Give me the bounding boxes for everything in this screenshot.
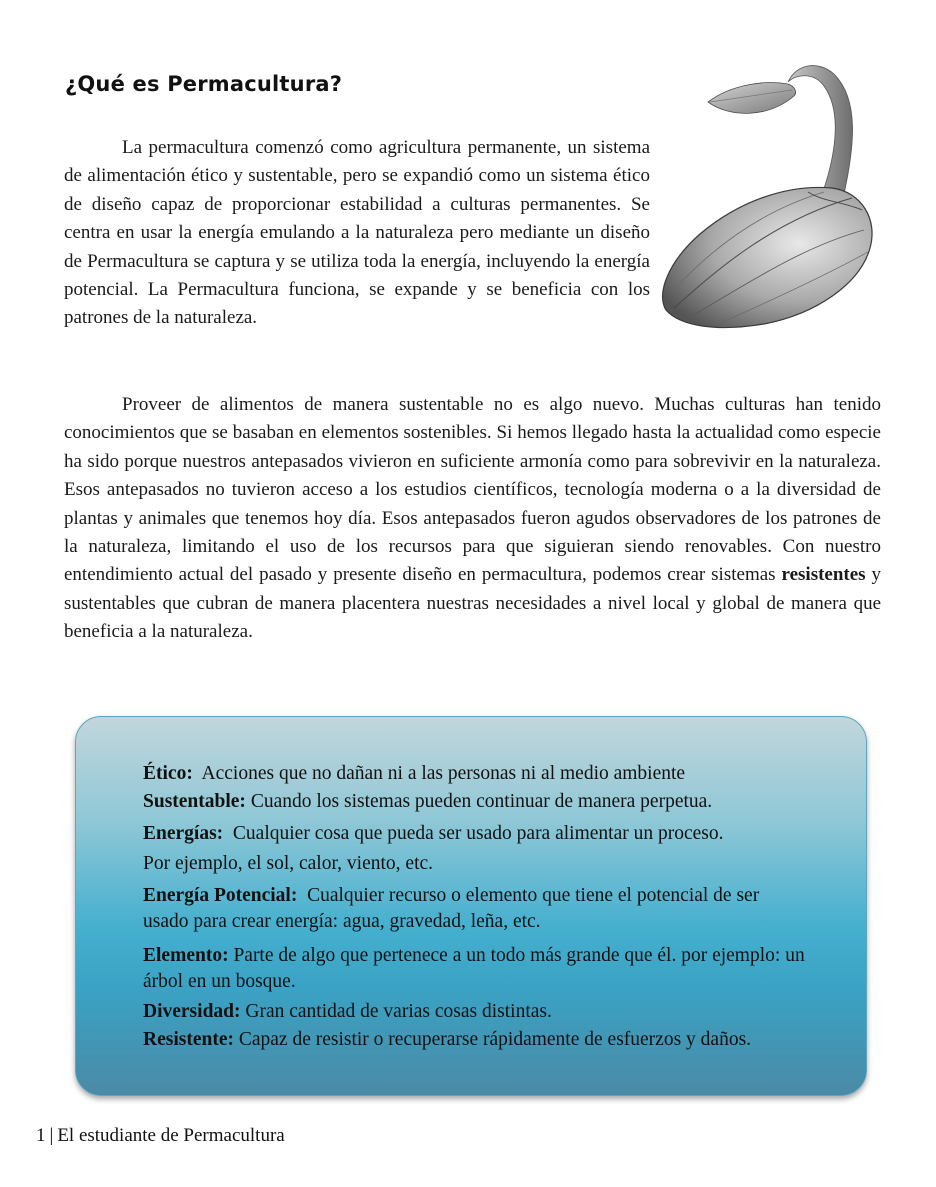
footer-text: El estudiante de Permacultura	[57, 1125, 285, 1146]
glossary-item-diversidad: Diversidad: Gran cantidad de varias cosas distintas.	[143, 1001, 552, 1022]
glossary-item-resistente: Resistente: Capaz de resistir o recuperarse rápidamente de esfuerzos y daños.	[143, 1029, 752, 1050]
bold-term-resistentes: resistentes	[781, 564, 866, 586]
glossary-item-etico: Ético: Acciones que no dañan ni a las personas ni al medio ambiente	[143, 763, 686, 784]
footer-separator: |	[49, 1125, 54, 1146]
glossary-item-energias: Energías: Cualquier cosa que pueda ser usado para alimentar un proceso. Por ejemplo, el sol, calor, viento, etc.	[143, 823, 724, 874]
intro-paragraph: La permacultura comenzó como agricultura permanente, un sistema de alimentación ético y sustentable, pero se expandió como un sistema ético de diseño capaz de proporcionar estabilidad a culturas permanentes. Se centra en usar la energía emulando a la naturaleza pero mediante un diseño de Permacultura se captura y se utiliza toda la energía, incluyendo la energía potencial. La Permacultura funciona, se expande y se beneficia con los patrones de la naturaleza.	[64, 137, 650, 329]
page-title: ¿Qué es Permacultura?	[65, 72, 343, 96]
page-number: 1	[36, 1125, 46, 1146]
glossary-item-elemento: Elemento: Parte de algo que pertenece a un todo más grande que él. por ejemplo: un árbol en un bosque.	[143, 945, 805, 992]
glossary-item-sustentable: Sustentable: Cuando los sistemas pueden continuar de manera perpetua.	[143, 791, 713, 812]
glossary-item-energia-potencial: Energía Potencial: Cualquier recurso o elemento que tiene el potencial de ser usado para crear energía: agua, gravedad, leña, etc.	[143, 885, 760, 932]
history-paragraph: Proveer de alimentos de manera sustentable no es algo nuevo. Muchas culturas han tenido conocimientos que se basaban en elementos sostenibles. Si hemos llegado hasta la actualidad como especie ha sido porque nuestros antepasados vivieron en suficiente armonía como para sobrevivir en la naturaleza. Esos antepasados no tuvieron acceso a los estudios científicos, tecnología moderna o a la diversidad de plantas y animales que tenemos hoy día. Esos antepasados fueron agudos observadores de los patrones de la naturaleza, limitando el uso de los recursos para que siguieran siendo renovables. Con nuestro entendimiento actual del pasado y presente diseño en permacultura, podemos crear sistemas resistentes y sustentables que cubran de manera placentera nuestras necesidades a nivel local y global de manera que beneficia a la naturaleza.	[64, 394, 882, 643]
glossary-box	[75, 716, 867, 1096]
page-footer	[36, 1125, 285, 1147]
seedling-illustration	[648, 52, 878, 332]
